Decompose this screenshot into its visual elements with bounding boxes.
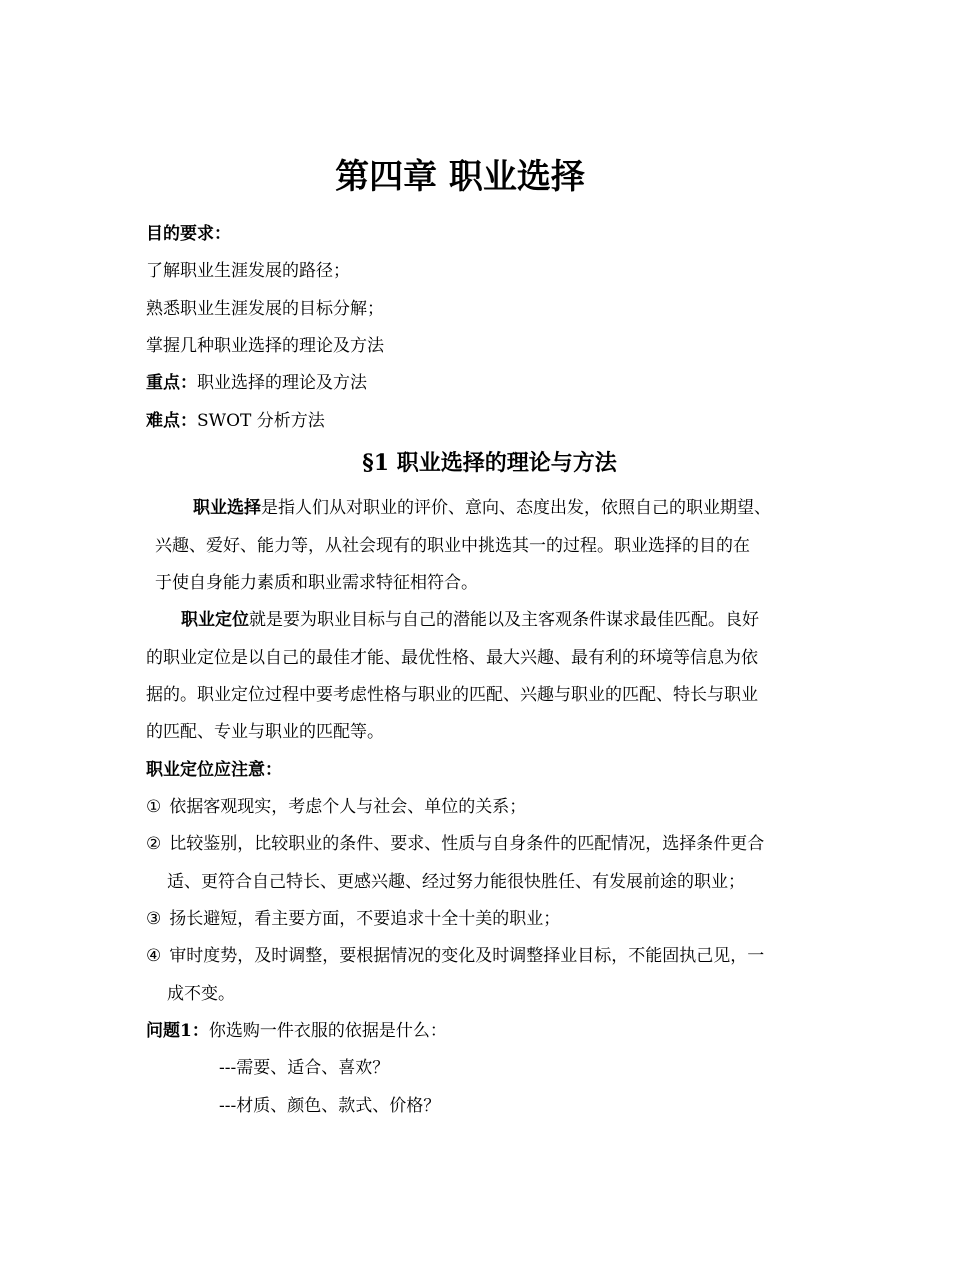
difficulty [146,410,325,432]
difficulty-label: 难点： [146,411,197,431]
question-text: 你选购一件衣服的依据是什么： [208,1021,447,1041]
note-continuation: 适、更符合自己特长、更感兴趣、经过努力能很快胜任、有发展前途的职业； [167,872,745,892]
note-marker: ① [146,797,162,817]
para-position-text: 就是要为职业目标与自己的潜能以及主客观条件谋求最佳匹配。良好 [249,610,759,630]
objective-item: 熟悉职业生涯发展的目标分解； [146,299,384,319]
para-choice-text: 是指人们从对职业的评价、意向、态度出发，依照自己的职业期望、 [261,498,771,518]
question-answer: ---材质、颜色、款式、价格？ [219,1096,441,1116]
note-text: 审时度势，及时调整，要根据情况的变化及时调整择业目标，不能固执己见，一 [169,946,765,966]
note-marker: ② [146,834,162,854]
note-item [146,796,526,818]
chapter-title: 第四章 职业选择 [335,157,585,197]
note-item [146,945,764,967]
para-choice-line: 于使自身能力素质和职业需求特征相符合。 [155,573,478,593]
section-title: §1 职业选择的理论与方法 [362,450,617,476]
question [146,1020,447,1042]
note-continuation: 成不变。 [167,984,235,1004]
term-career-positioning: 职业定位 [181,610,249,630]
para-position-line: 的职业定位是以自己的最佳才能、最优性格、最大兴趣、最有利的环境等信息为依 [146,648,758,668]
note-item [146,908,560,930]
key-point-label: 重点： [146,373,197,393]
note-text: 扬长避短，看主要方面，不要追求十全十美的职业； [169,909,561,929]
note-marker: ③ [146,909,162,929]
key-point-text: 职业选择的理论及方法 [197,373,367,393]
para-position-line: 据的。职业定位过程中要考虑性格与职业的匹配、兴趣与职业的匹配、特长与职业 [146,685,758,705]
question-answer: ---需要、适合、喜欢？ [219,1058,390,1078]
para-choice-line [193,497,771,519]
notes-heading: 职业定位应注意： [146,760,282,780]
para-position-line [181,609,759,631]
objective-item: 掌握几种职业选择的理论及方法 [146,336,384,356]
note-item [146,833,764,855]
objectives-heading: 目的要求： [146,224,231,244]
question-label: 问题1： [146,1021,209,1041]
term-career-choice: 职业选择 [193,498,261,518]
note-text: 比较鉴别，比较职业的条件、要求、性质与自身条件的匹配情况，选择条件更合 [169,834,765,854]
para-position-line: 的匹配、专业与职业的匹配等。 [146,722,384,742]
objective-item: 了解职业生涯发展的路径； [146,261,350,281]
note-marker: ④ [146,946,162,966]
difficulty-text: SWOT 分析方法 [197,411,325,431]
key-point [146,372,367,394]
para-choice-line: 兴趣、爱好、能力等，从社会现有的职业中挑选其一的过程。职业选择的目的在 [155,536,750,556]
note-text: 依据客观现实，考虑个人与社会、单位的关系； [169,797,527,817]
